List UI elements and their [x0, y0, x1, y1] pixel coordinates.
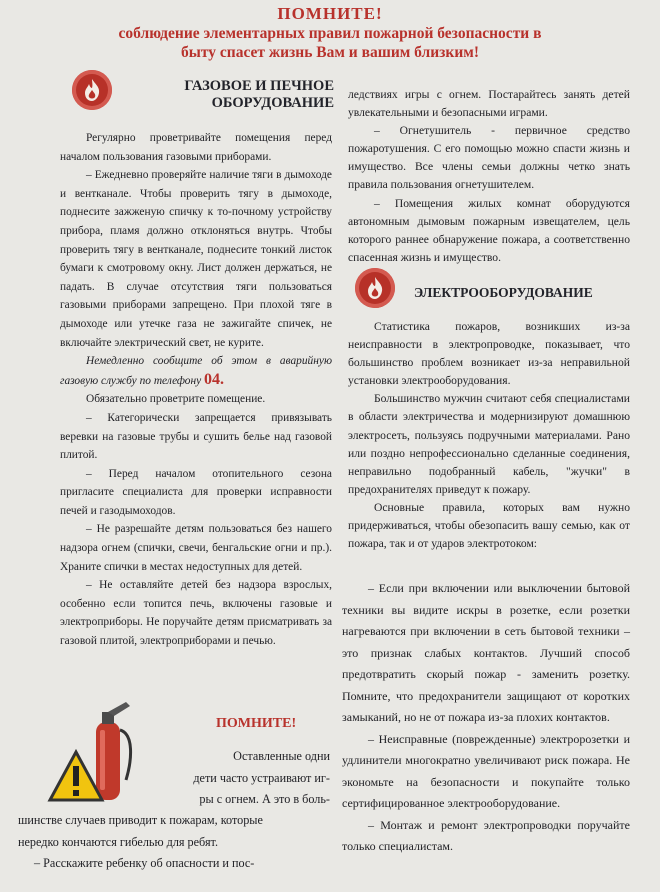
remind-line: шинстве случаев приводит к пожарам, которые [18, 813, 263, 827]
elec-paragraph: – Если при включении или выключении бытовой техники вы видите искры в розетке, если розетки нагреваются при включении в сеть бытовой техники – это признак слабых контактов. Лучший способ предотвратить скорый пожар - заменить розетку. Помните, что предохранители защищают от коротких замыканий, но не от пожара из-за плохих контактов. [342, 581, 630, 724]
gas-paragraph: – Перед началом отопительного сезона пригласите специалиста для проверки исправности печей и газодымоходов. [60, 467, 332, 517]
fire-icon [355, 268, 395, 308]
gas-paragraph: – Ежедневно проверяйте наличие тяги в дымоходе и вентканале. Чтобы проверить тягу в дымоходе, поднесите зажженую спичку к то-почному устройству прибора, пламя должно отклоняться внутрь. Чтобы проверить тягу в вентканале, поднесите тонкий листок бумаги к смотровому окну. Лист должен держаться, не падать. В случае отсутствия тяги пользоваться газовыми приборами запрещено. При плохой тяге в дымоходе или утечке газа не зажигайте спичек, не включайте электрический свет, не курите. [60, 169, 332, 349]
right-paragraph: – Огнетушитель - первичное средство пожаротушения. С его помощью можно спасти жизнь и имущество. Все члены семьи должны четко знать правила пользования огнетушителем. [348, 124, 630, 192]
gas-title-line1: ГАЗОВОЕ И ПЕЧНОЕ [184, 78, 334, 94]
gas-paragraph: – Категорически запрещается привязывать веревки на газовые трубы и сушить белье над газовой плитой. [60, 411, 332, 462]
gas-emergency-note [60, 352, 332, 390]
gas-paragraph: Регулярно проветривайте помещения перед началом пользования газовыми приборами. [60, 132, 332, 163]
gas-phone-number: 04. [204, 370, 225, 388]
gas-emergency-text: Немедленно сообщите об этом в аварийную газовую службу по телефону [60, 355, 332, 387]
remind-line: ры с огнем. А это в боль- [199, 792, 330, 806]
elec-paragraph: Статистика пожаров, возникших из-за неисправности в электропроводке, показывает, что большинство проблем возникает из-за неправильной установки электрооборудования. [348, 320, 630, 388]
elec-paragraph: Большинство мужчин считают себя специалистами в области электричества и модернизируют домашнюю электросеть, пользуясь подручными материалами. Рано или поздно непрофессионально сделанные соединения, неправильно подобранный кабель, "жучки" в предохранителях приведут к пожару. [348, 392, 630, 496]
fire-icon [72, 70, 112, 110]
elec-paragraph: – Монтаж и ремонт электропроводки поручайте только специалистам. [342, 817, 630, 853]
warning-sign-icon [50, 752, 102, 800]
gas-title-line2: ОБОРУДОВАНИЕ [211, 95, 334, 111]
gas-section-title [150, 78, 334, 112]
header-title: ПОМНИТЕ! [277, 4, 383, 23]
remind-line: Оставленные одни [233, 749, 330, 763]
elec-paragraph: – Неисправные (поврежденные) электророзетки и удлинители многократно увеличивают риск пожара. Не экономьте на безопасности и покупайте только сертифицированное электрооборудование. [342, 731, 630, 810]
remind-line: дети часто устраивают иг- [193, 770, 330, 785]
elec-body-top [348, 318, 630, 553]
fire-extinguisher-icon [96, 702, 131, 800]
right-paragraph: – Помещения жилых комнат оборудуются автономным дымовым пожарным извещателем, цель которого раннее обнаружение пожара, а соответственно спасенная жизнь и имущество. [348, 196, 630, 264]
header-subtitle-line1: соблюдение элементарных правил пожарной безопасности в [118, 25, 542, 42]
elec-body-bottom [342, 578, 630, 858]
gas-section-body [60, 129, 332, 651]
remind-line: нередко кончаются гибелью для ребят. [18, 834, 219, 849]
right-column-top [348, 86, 630, 267]
gas-paragraph: – Не разрешайте детям пользоваться без нашего надзора огнем (спички, свечи, бенгальские огни и пр.). Храните спички в местах недоступных для детей. [60, 523, 332, 573]
elec-section-title: ЭЛЕКТРООБОРУДОВАНИЕ [414, 285, 593, 300]
right-paragraph: ледствиях игры с огнем. Постарайтесь занять детей увлекательными и безопасными играми. [348, 88, 630, 120]
gas-paragraph: Обязательно проветрите помещение. [86, 393, 266, 406]
remind-line: – Расскажите ребенку об опасности и пос- [34, 856, 255, 870]
gas-paragraph: – Не оставляйте детей без надзора взрослых, особенно если топится печь, включены газовые и электроприборы. Не поручайте детям присматривать за газовой плитой, электроприборами и печью. [60, 579, 332, 648]
warning-illustration [46, 700, 158, 810]
elec-paragraph: Основные правила, которых вам нужно придерживаться, чтобы обезопасить вашу семью, как от пожара, так и от ударов электротоком: [348, 500, 630, 551]
remind-body-bottom [18, 810, 332, 875]
header [0, 4, 660, 62]
header-subtitle-line2: быту спасет жизнь Вам и вашим близким! [181, 44, 479, 61]
remind-body-top [160, 746, 330, 811]
remind-title: ПОМНИТЕ! [216, 716, 297, 731]
